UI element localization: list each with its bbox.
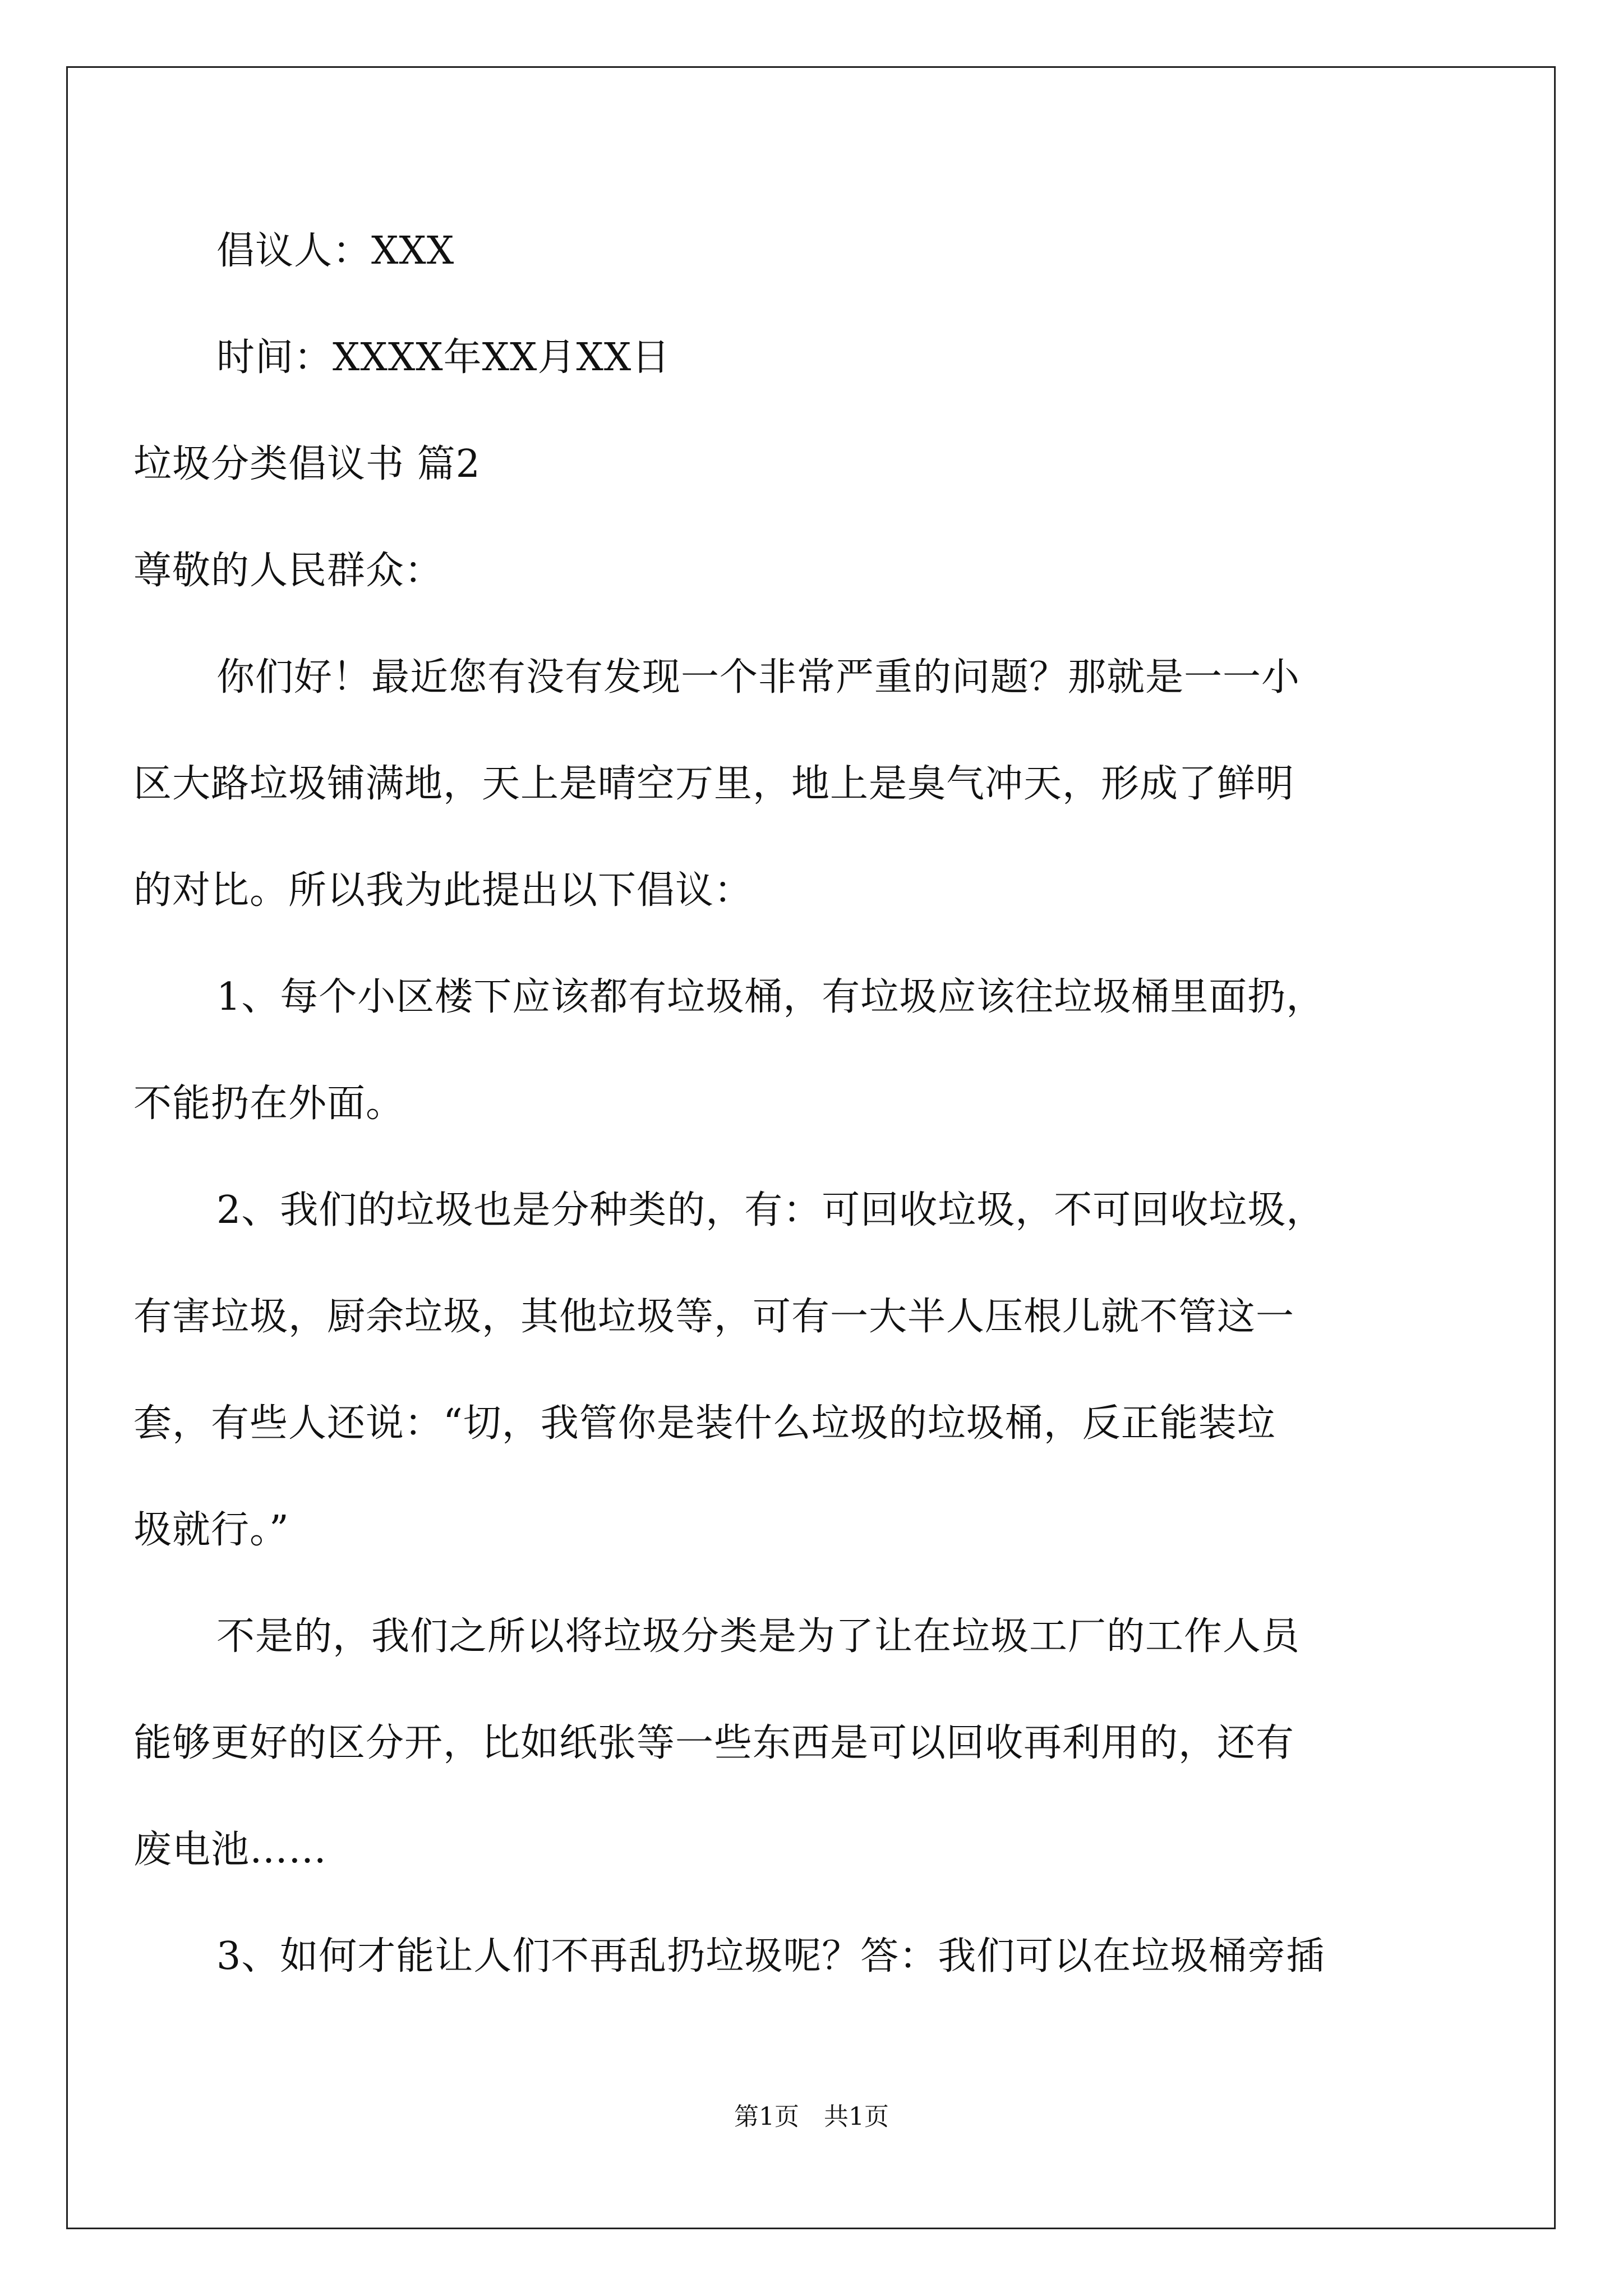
paragraph-line: 套，有些人还说：“切，我管你是装什么垃圾的垃圾桶，反正能装垃 — [133, 1401, 1276, 1446]
section-heading: 垃圾分类倡议书 篇2 — [133, 442, 481, 486]
signatory-line: 倡议人：XXX — [216, 229, 455, 273]
paragraph-line: 的对比。所以我为此提出以下倡议： — [133, 868, 753, 913]
paragraph-line: 区大路垃圾铺满地，天上是晴空万里，地上是臭气冲天，形成了鲜明 — [133, 762, 1295, 806]
page-frame — [66, 66, 1556, 2229]
paragraph-line: 你们好！最近您有没有发现一个非常严重的问题？那就是一一小 — [216, 655, 1301, 700]
paragraph-line: 不能扔在外面。 — [133, 1082, 405, 1126]
page-indicator: 第1页 共1页 — [734, 2102, 889, 2131]
paragraph-line: 有害垃圾，厨余垃圾，其他垃圾等，可有一大半人压根儿就不管这一 — [133, 1295, 1295, 1339]
salutation: 尊敬的人民群众： — [133, 549, 444, 593]
date-line: 时间：XXXX年XX月XX日 — [216, 335, 671, 380]
paragraph-line: 废电池…… — [133, 1828, 328, 1872]
paragraph-line: 3、如何才能让人们不再乱扔垃圾呢？答：我们可以在垃圾桶旁插 — [216, 1934, 1325, 1978]
paragraph-line: 2、我们的垃圾也是分种类的，有：可回收垃圾，不可回收垃圾， — [216, 1188, 1325, 1232]
paragraph-line: 1、每个小区楼下应该都有垃圾桶，有垃圾应该往垃圾桶里面扔， — [216, 975, 1325, 1019]
paragraph-line: 不是的，我们之所以将垃圾分类是为了让在垃圾工厂的工作人员 — [216, 1614, 1301, 1659]
paragraph-line: 能够更好的区分开，比如纸张等一些东西是可以回收再利用的，还有 — [133, 1721, 1295, 1765]
paragraph-line: 圾就行。” — [133, 1508, 289, 1552]
